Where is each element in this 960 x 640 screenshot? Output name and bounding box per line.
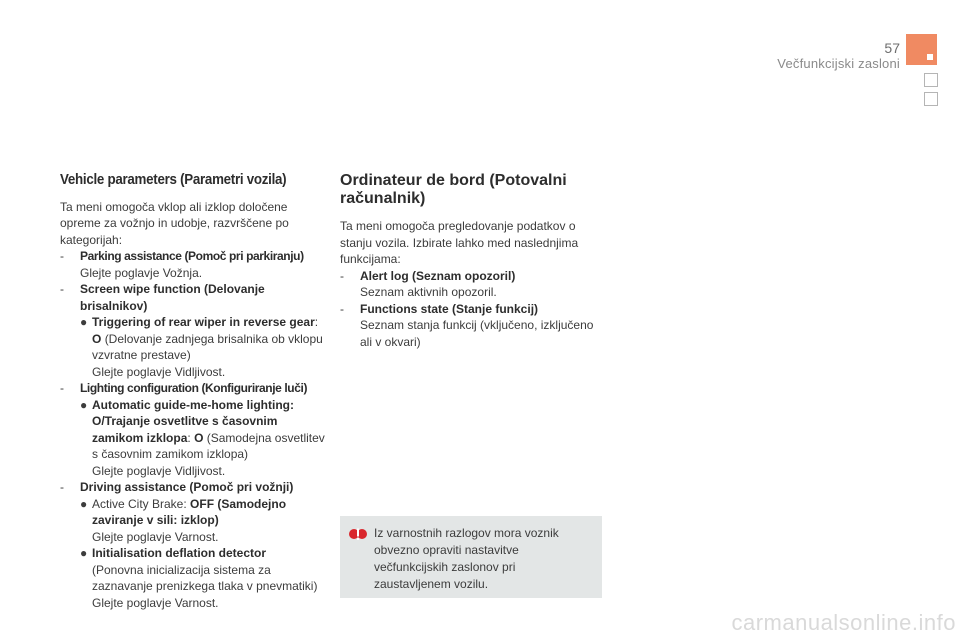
reference-text: Glejte poglavje Varnost.: [92, 595, 219, 610]
item-text: Seznam stanja funkcij (vključeno, izključeno ali v okvari): [360, 318, 594, 349]
reference-text: Glejte poglavje Vidljivost.: [92, 364, 226, 379]
sub-item-text: Active City Brake:: [92, 496, 187, 511]
item-reference: [80, 364, 328, 381]
sub-item-title: OFF (Samodejno zaviranje v sili: izklop): [92, 496, 287, 527]
sub-item: [80, 314, 328, 364]
item-title: Lighting configuration (Konfiguriranje luči): [80, 381, 308, 395]
dash-marker: -: [340, 301, 344, 316]
bullet-icon: ●: [80, 397, 88, 412]
sub-item-text: (Samodejna osvetlitev s časovnim zamikom izklopa): [92, 430, 325, 461]
bullet-icon: ●: [80, 546, 88, 560]
safety-warning-box: [340, 516, 602, 598]
colon: :: [187, 430, 191, 445]
vehicle-parameters-section: [60, 172, 328, 611]
item-text: Seznam aktivnih opozoril.: [360, 285, 497, 299]
tab-box-icon: [924, 92, 938, 106]
section-tab-marker: [906, 34, 937, 65]
tab-dot-icon: [927, 54, 933, 60]
dash-marker: -: [60, 381, 64, 395]
bullet-icon: ●: [80, 496, 88, 511]
sub-item-value: O: [194, 430, 204, 445]
trip-computer-heading: Ordinateur de bord (Potovalni računalnik): [340, 172, 567, 207]
sub-item-title: Automatic guide-me-home lighting: O/Trajanje osvetlitve s časovnim zamikom izklopa: [92, 397, 294, 445]
page-number: 57: [884, 40, 900, 56]
section-title: Večfunkcijski zasloni: [777, 56, 900, 71]
item-title: Screen wipe function (Delovanje brisalnikov): [80, 282, 265, 313]
sub-item-text: (Delovanje zadnjega brisalnika ob vklopu vzvratne prestave): [92, 331, 323, 362]
list-item: [60, 479, 328, 611]
reference-text: Glejte poglavje Varnost.: [92, 529, 219, 544]
item-title: Driving assistance (Pomoč pri vožnji): [80, 480, 294, 494]
warning-exclamation-icon: [349, 526, 367, 542]
item-title: Parking assistance (Pomoč pri parkiranju): [80, 249, 304, 263]
sub-item: [80, 397, 328, 463]
vehicle-parameters-heading: Vehicle parameters (Parametri vozila): [60, 172, 287, 188]
sub-item-value: O: [92, 331, 102, 346]
trip-computer-section: [340, 172, 602, 350]
item-reference: [80, 463, 328, 480]
list-item: [60, 248, 328, 281]
vehicle-parameters-intro: Ta meni omogoča vklop ali izklop določene opreme za vožnjo in udobje, razvrščene po kategorijah:: [60, 199, 289, 247]
dash-marker: -: [60, 282, 64, 296]
sub-item-title: Initialisation deflation detector: [92, 546, 267, 560]
dash-marker: -: [340, 268, 344, 283]
reference-text: Glejte poglavje Vidljivost.: [92, 463, 226, 478]
watermark: carmanualsonline.info: [731, 610, 956, 635]
list-item: [60, 380, 328, 479]
item-text: Glejte poglavje Vožnja.: [80, 265, 203, 280]
list-item: [60, 281, 328, 380]
dash-marker: -: [60, 480, 64, 494]
sub-item-text: (Ponovna inicializacija sistema za zaznavanje prenizkega tlaka v pnevmatiki): [92, 562, 318, 593]
list-item: [340, 268, 602, 301]
bullet-icon: ●: [80, 315, 88, 329]
sub-item-title: Triggering of rear wiper in reverse gear: [92, 315, 315, 329]
sub-item: [80, 545, 328, 611]
list-item: [340, 301, 602, 351]
colon: :: [314, 315, 319, 329]
warning-text: Iz varnostnih razlogov mora voznik obvezno opraviti nastavitve večfunkcijskih zaslonov pri zaustavljenem vozilu.: [374, 526, 559, 591]
trip-computer-intro: Ta meni omogoča pregledovanje podatkov o stanju vozila. Izbirate lahko med naslednjima funkcijama:: [340, 219, 579, 266]
sub-item: [80, 496, 328, 546]
item-title: Alert log (Seznam opozoril): [360, 268, 516, 283]
tab-box-icon: [924, 73, 938, 87]
item-title: Functions state (Stanje funkcij): [360, 301, 539, 316]
dash-marker: -: [60, 249, 64, 263]
